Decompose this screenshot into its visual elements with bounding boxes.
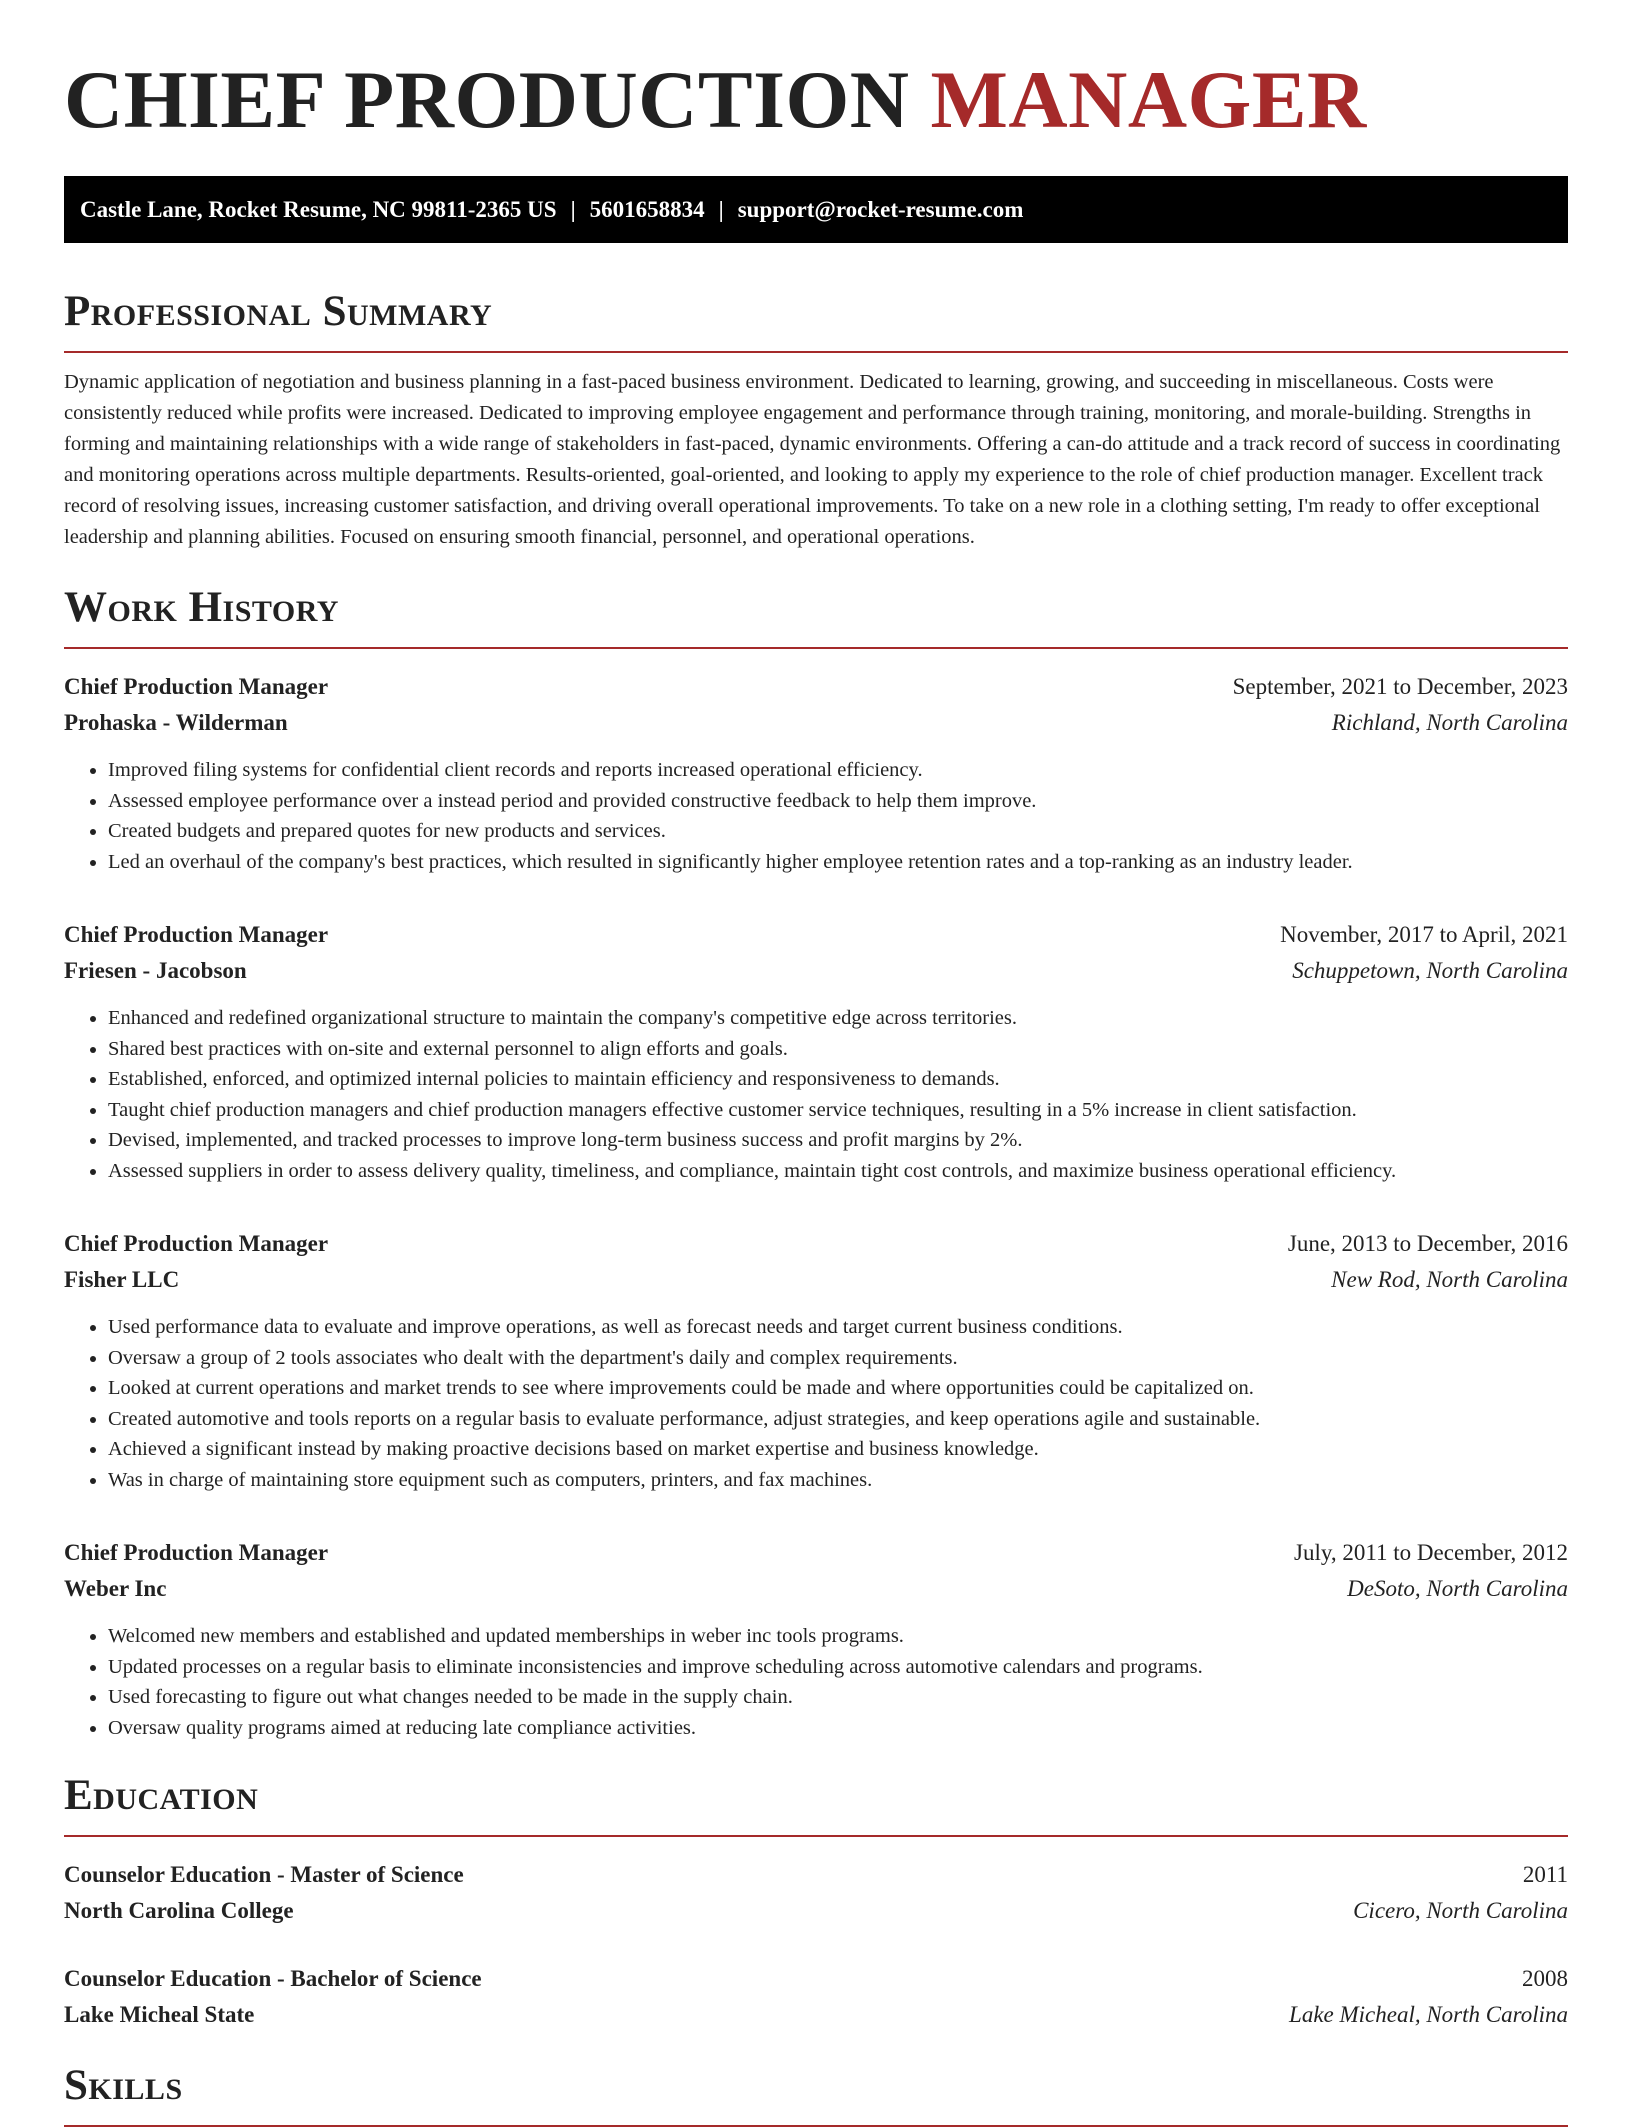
job-dates: June, 2013 to December, 2016 [1287,1231,1568,1256]
job-bullet: • Assessed employee performance over a instead period and provided constructive feedback to help them improve. [108,786,1568,817]
work-history-section [64,583,1568,1743]
job-location: New Rod, North Carolina [1331,1267,1568,1292]
education-degree: Counselor Education - Bachelor of Science [64,1966,482,1991]
name-title-part2: MANAGER [930,54,1367,145]
job-bullet: • Devised, implemented, and tracked processes to improve long-term business success and profit margins by 2%. [108,1125,1568,1156]
contact-bar [64,176,1568,243]
job-dates: November, 2017 to April, 2021 [1280,922,1568,947]
job-header-row [64,1226,1568,1262]
job-title: Chief Production Manager [64,674,329,699]
education-degree: Counselor Education - Master of Science [64,1862,464,1887]
education-entry [64,1961,1568,2033]
job-company: Fisher LLC [64,1267,180,1292]
job-company: Friesen - Jacobson [64,958,247,983]
job-title: Chief Production Manager [64,922,329,947]
job-bullet: • Created automotive and tools reports on a regular basis to evaluate performance, adjust strategies, and keep operations agile and sustainable. [108,1404,1568,1435]
job-title: Chief Production Manager [64,1231,329,1256]
job-bullet: • Established, enforced, and optimized internal policies to maintain efficiency and responsiveness to demands. [108,1064,1568,1095]
job-header-row [64,1535,1568,1571]
job-bullet: • Shared best practices with on-site and external personnel to align efforts and goals. [108,1034,1568,1065]
contact-address: Castle Lane, Rocket Resume, NC 99811-2365 US [80,197,557,222]
job-bullet: • Oversaw a group of 2 tools associates who dealt with the department's daily and complex requirements. [108,1343,1568,1374]
job-entry [64,1226,1568,1495]
education-heading: Education [64,1771,1568,1837]
job-bullet: • Assessed suppliers in order to assess delivery quality, timeliness, and compliance, maintain tight cost controls, and maximize business operational efficiency. [108,1156,1568,1187]
job-dates: September, 2021 to December, 2023 [1232,674,1568,699]
job-location: DeSoto, North Carolina [1347,1576,1568,1601]
job-bullet: • Led an overhaul of the company's best practices, which resulted in significantly higher employee retention rates and a top-ranking as an industry leader. [108,847,1568,878]
job-bullet: • Updated processes on a regular basis to eliminate inconsistencies and improve scheduling across automotive calendars and programs. [108,1652,1568,1683]
job-entry [64,669,1568,877]
job-bullets [64,1312,1568,1495]
skills-section [64,2061,1568,2127]
contact-separator: | [570,197,576,222]
education-entry [64,1857,1568,1929]
summary-heading: Professional Summary [64,287,1568,353]
job-company: Prohaska - Wilderman [64,710,288,735]
job-title: Chief Production Manager [64,1540,329,1565]
job-bullet: • Created budgets and prepared quotes for new products and services. [108,816,1568,847]
job-bullet: • Improved filing systems for confidential client records and reports increased operational efficiency. [108,755,1568,786]
job-bullets [64,1003,1568,1186]
job-location: Schuppetown, North Carolina [1292,958,1568,983]
job-company-row [64,705,1568,741]
job-bullets [64,1621,1568,1743]
job-bullets [64,755,1568,877]
education-year: 2011 [1522,1862,1568,1887]
job-header-row [64,669,1568,705]
job-bullet: • Taught chief production managers and chief production managers effective customer service techniques, resulting in a 5% increase in client satisfaction. [108,1095,1568,1126]
job-company-row [64,953,1568,989]
job-company-row [64,1571,1568,1607]
summary-text: Dynamic application of negotiation and business planning in a fast-paced business environment. Dedicated to learning, growing, and succeeding in miscellaneous. Costs were consistently reduced while profits were increased. Dedicated to improving employee engagement and performance through training, monitoring, and morale-building. Strengths in forming and maintaining relationships with a wide range of stakeholders in fast-paced, dynamic environments. Offering a can-do attitude and a track record of success in coordinating and monitoring operations across multiple departments. Results-oriented, goal-oriented, and looking to apply my experience to the role of chief production manager. Excellent track record of resolving issues, increasing customer satisfaction, and driving overall operational improvements. To take on a new role in a clothing setting, I'm ready to offer exceptional leadership and planning abilities. Focused on ensuring smooth financial, personnel, and operational operations. [64,371,1561,548]
education-location: Cicero, North Carolina [1353,1898,1568,1923]
job-entry [64,917,1568,1186]
education-degree-row [64,1961,1568,1997]
job-bullet: • Oversaw quality programs aimed at reducing late compliance activities. [108,1713,1568,1744]
contact-phone: 5601658834 [589,197,705,222]
education-year: 2008 [1522,1966,1568,1991]
skills-heading: Skills [64,2061,1568,2127]
job-company-row [64,1262,1568,1298]
job-bullet: • Achieved a significant instead by making proactive decisions based on market expertise and business knowledge. [108,1434,1568,1465]
job-bullet: • Welcomed new members and established and updated memberships in weber inc tools programs. [108,1621,1568,1652]
summary-section [64,287,1568,553]
contact-email: support@rocket-resume.com [737,197,1024,222]
work-history-heading: Work History [64,583,1568,649]
job-bullet: • Used performance data to evaluate and improve operations, as well as forecast needs and target current business conditions. [108,1312,1568,1343]
education-location: Lake Micheal, North Carolina [1289,2002,1568,2027]
job-bullet: • Enhanced and redefined organizational structure to maintain the company's competitive edge across territories. [108,1003,1568,1034]
contact-separator: | [718,197,724,222]
education-school-row [64,1893,1568,1929]
education-school: North Carolina College [64,1898,294,1923]
job-dates: July, 2011 to December, 2012 [1294,1540,1568,1565]
name-title-part1: CHIEF PRODUCTION [64,54,910,145]
education-section [64,1771,1568,2033]
job-entry [64,1535,1568,1743]
education-school: Lake Micheal State [64,2002,255,2027]
job-location: Richland, North Carolina [1331,710,1568,735]
job-bullet: • Used forecasting to figure out what changes needed to be made in the supply chain. [108,1682,1568,1713]
job-header-row [64,917,1568,953]
resume-name-title [64,0,1568,145]
job-bullet: • Was in charge of maintaining store equipment such as computers, printers, and fax machines. [108,1465,1568,1496]
education-degree-row [64,1857,1568,1893]
job-bullet: • Looked at current operations and market trends to see where improvements could be made and where opportunities could be capitalized on. [108,1373,1568,1404]
education-school-row [64,1997,1568,2033]
job-company: Weber Inc [64,1576,167,1601]
